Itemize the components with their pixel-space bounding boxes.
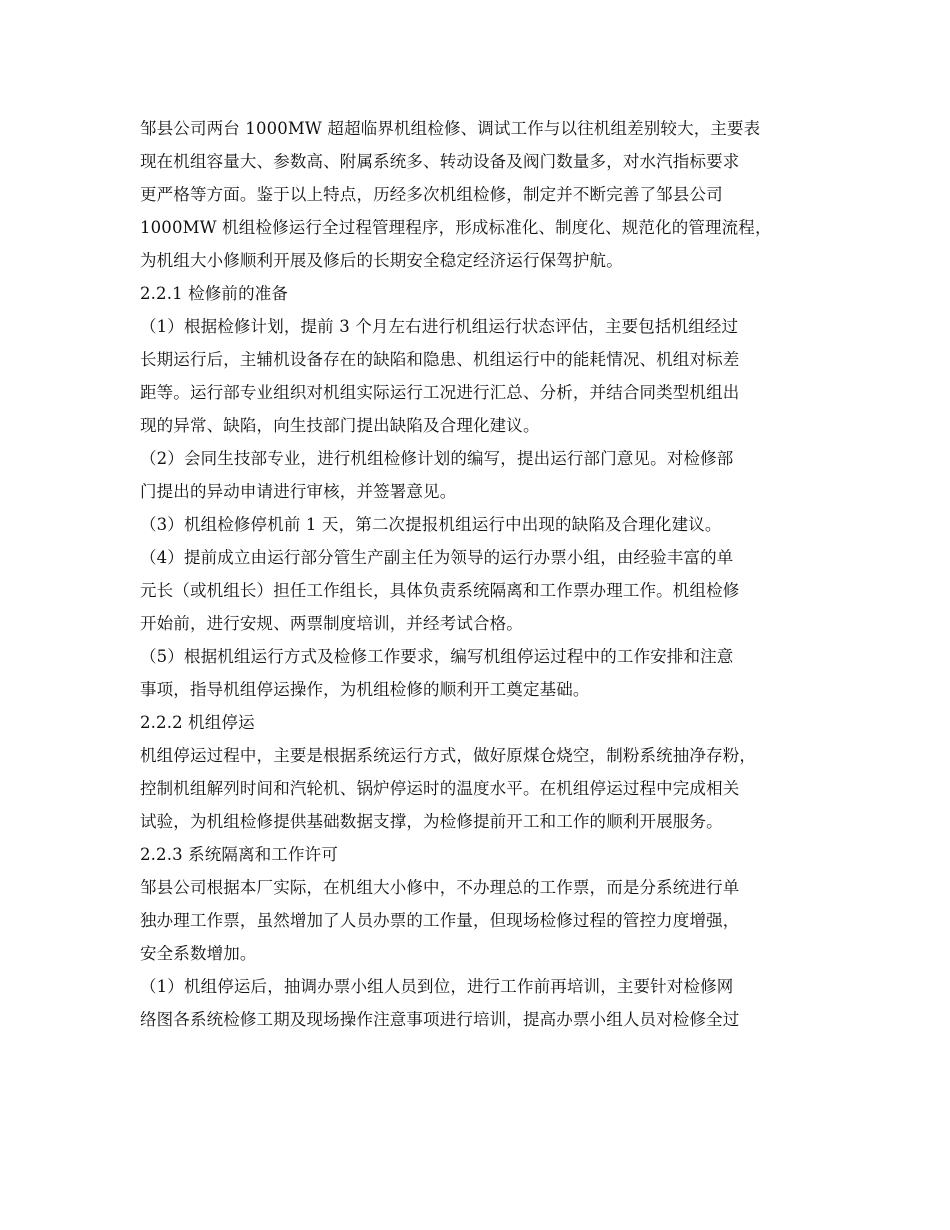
document-body bbox=[140, 112, 820, 1036]
section-heading: 2.2.1 检修前的准备 bbox=[140, 284, 289, 303]
paragraph-line: （1）根据检修计划，提前 3 个月左右进行机组运行状态评估，主要包括机组经过 bbox=[140, 317, 739, 336]
paragraph-line: 邹县公司根据本厂实际，在机组大小修中，不办理总的工作票，而是分系统进行单 bbox=[140, 878, 740, 897]
paragraph-line: （3）机组检修停机前 1 天，第二次提报机组运行中出现的缺陷及合理化建议。 bbox=[140, 515, 722, 534]
section-heading: 2.2.3 系统隔离和工作许可 bbox=[140, 845, 338, 864]
paragraph-line: 现在机组容量大、参数高、附属系统多、转动设备及阀门数量多，对水汽指标要求 bbox=[140, 152, 740, 171]
section-heading: 2.2.2 机组停运 bbox=[140, 713, 255, 732]
paragraph-line: 开始前，进行安规、两票制度培训，并经考试合格。 bbox=[140, 614, 523, 633]
paragraph-line: 邹县公司两台 1000MW 超超临界机组检修、调试工作与以往机组差别较大，主要表 bbox=[140, 119, 761, 138]
paragraph-line: 独办理工作票，虽然增加了人员办票的工作量，但现场检修过程的管控力度增强， bbox=[140, 911, 740, 930]
paragraph-line: 络图各系统检修工期及现场操作注意事项进行培训，提高办票小组人员对检修全过 bbox=[140, 1010, 740, 1029]
paragraph-line: （2）会同生技部专业，进行机组检修计划的编写，提出运行部门意见。对检修部 bbox=[140, 449, 734, 468]
paragraph-line: 距等。运行部专业组织对机组实际运行工况进行汇总、分析，并结合同类型机组出 bbox=[140, 383, 740, 402]
paragraph-line: 为机组大小修顺利开展及修后的长期安全稳定经济运行保驾护航。 bbox=[140, 251, 623, 270]
paragraph-line: （5）根据机组运行方式及检修工作要求，编写机组停运过程中的工作安排和注意 bbox=[140, 647, 734, 666]
paragraph-line: 控制机组解列时间和汽轮机、锅炉停运时的温度水平。在机组停运过程中完成相关 bbox=[140, 779, 740, 798]
paragraph-line: 更严格等方面。鉴于以上特点，历经多次机组检修，制定并不断完善了邹县公司 bbox=[140, 185, 723, 204]
paragraph-line: 现的异常、缺陷，向生技部门提出缺陷及合理化建议。 bbox=[140, 416, 540, 435]
paragraph-line: 事项，指导机组停运操作，为机组检修的顺利开工奠定基础。 bbox=[140, 680, 590, 699]
paragraph-line: 试验，为机组检修提供基础数据支撑，为检修提前开工和工作的顺利开展服务。 bbox=[140, 812, 723, 831]
paragraph-line: 元长（或机组长）担任工作组长，具体负责系统隔离和工作票办理工作。机组检修 bbox=[140, 581, 740, 600]
paragraph-line: （4）提前成立由运行部分管生产副主任为领导的运行办票小组，由经验丰富的单 bbox=[140, 548, 734, 567]
paragraph-line: 1000MW 机组检修运行全过程管理程序，形成标准化、制度化、规范化的管理流程， bbox=[140, 218, 772, 237]
paragraph-line: （1）机组停运后，抽调办票小组人员到位，进行工作前再培训，主要针对检修网 bbox=[140, 977, 734, 996]
paragraph-line: 长期运行后，主辅机设备存在的缺陷和隐患、机组运行中的能耗情况、机组对标差 bbox=[140, 350, 740, 369]
paragraph-line: 机组停运过程中，主要是根据系统运行方式，做好原煤仓烧空，制粉系统抽净存粉， bbox=[140, 746, 757, 765]
paragraph-line: 安全系数增加。 bbox=[140, 944, 257, 963]
paragraph-line: 门提出的异动申请进行审核，并签署意见。 bbox=[140, 482, 457, 501]
